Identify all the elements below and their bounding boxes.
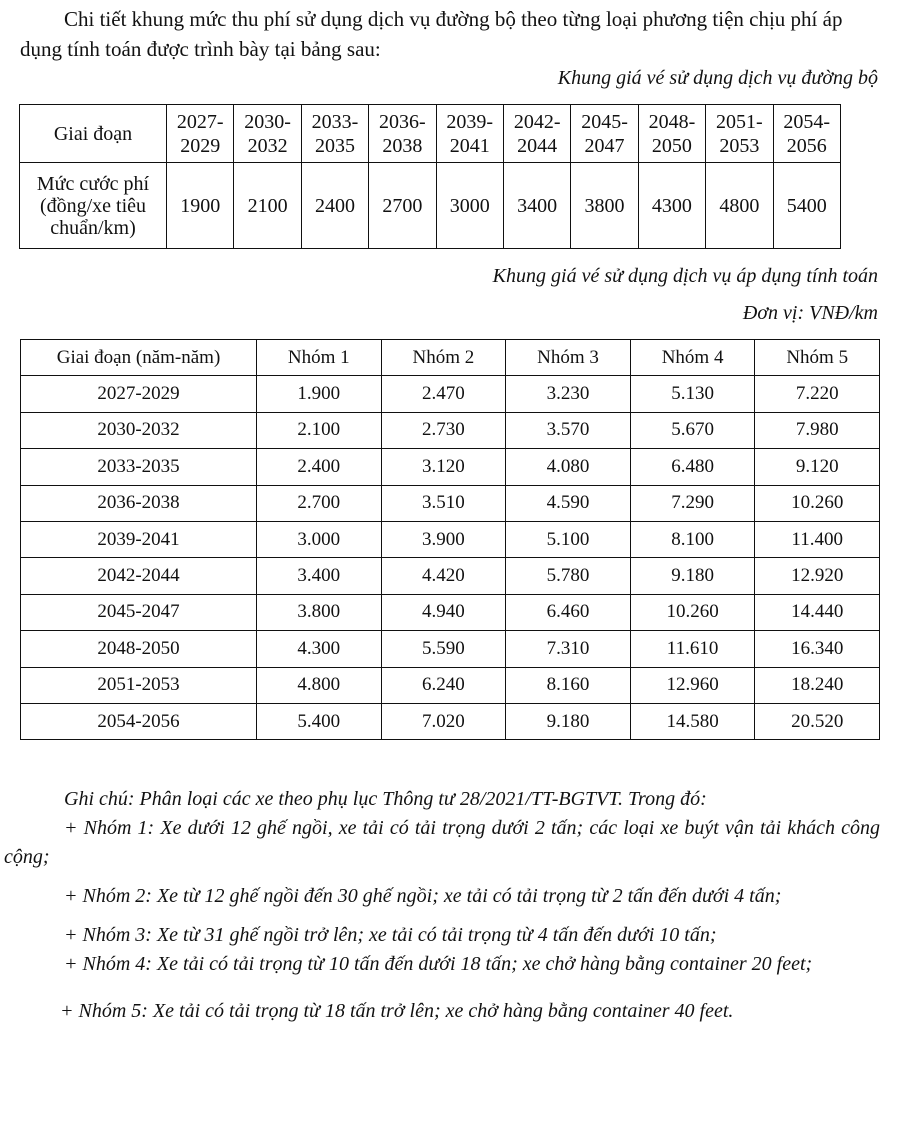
rate-cell: 5.130 — [630, 376, 755, 412]
rate-cell: 10.260 — [630, 594, 755, 630]
table2-caption: Khung giá vé sử dụng dịch vụ áp dụng tính toán — [492, 265, 878, 287]
period-cell: 2033- 2035 — [301, 105, 368, 163]
period-cell: 2036- 2038 — [369, 105, 436, 163]
period-cell: 2048- 2050 — [638, 105, 705, 163]
rate-cell: 10.260 — [755, 485, 880, 521]
table1-rate-row — [20, 163, 841, 249]
table-row — [21, 594, 880, 630]
rate-cell: 4300 — [638, 163, 705, 249]
rate-cell: 9.180 — [506, 703, 631, 739]
rate-cell: 7.220 — [755, 376, 880, 412]
rate-cell: 5400 — [773, 163, 840, 249]
rate-cell: 18.240 — [755, 667, 880, 703]
table-row — [21, 449, 880, 485]
rate-label: Mức cước phí (đồng/xe tiêu chuẩn/km) — [20, 163, 167, 249]
column-header: Nhóm 1 — [257, 340, 382, 376]
rate-cell: 3400 — [503, 163, 570, 249]
intro-paragraph: Chi tiết khung mức thu phí sử dụng dịch vụ đường bộ theo từng loại phương tiện chịu phí áp dụng tính toán được trình bày tại bảng sau: — [20, 7, 843, 61]
period-cell: 2045-2047 — [21, 594, 257, 630]
note-group-5: + Nhóm 5: Xe tải có tải trọng từ 18 tấn trở lên; xe chở hàng bằng container 40 feet. — [60, 1000, 734, 1022]
rate-cell: 3800 — [571, 163, 638, 249]
rate-cell: 9.120 — [755, 449, 880, 485]
rate-cell: 11.610 — [630, 631, 755, 667]
rate-cell: 16.340 — [755, 631, 880, 667]
rate-cell: 20.520 — [755, 703, 880, 739]
rate-cell: 3.000 — [257, 521, 382, 557]
group-rate-table — [20, 339, 880, 740]
rate-cell: 6.480 — [630, 449, 755, 485]
period-cell: 2054-2056 — [21, 703, 257, 739]
table-row — [21, 521, 880, 557]
period-cell: 2039-2041 — [21, 521, 257, 557]
note-group-2: + Nhóm 2: Xe từ 12 ghế ngồi đến 30 ghế ngồi; xe tải có tải trọng từ 2 tấn đến dưới 4 tấn; — [64, 885, 782, 907]
rate-cell: 3.800 — [257, 594, 382, 630]
rate-cell: 2.700 — [257, 485, 382, 521]
rate-cell: 1900 — [167, 163, 234, 249]
column-header: Nhóm 3 — [506, 340, 631, 376]
period-cell: 2036-2038 — [21, 485, 257, 521]
table2-header-row — [21, 340, 880, 376]
rate-cell: 14.580 — [630, 703, 755, 739]
column-header: Nhóm 2 — [381, 340, 506, 376]
period-cell: 2027-2029 — [21, 376, 257, 412]
rate-cell: 14.440 — [755, 594, 880, 630]
rate-cell: 5.400 — [257, 703, 382, 739]
rate-cell: 2.470 — [381, 376, 506, 412]
period-cell: 2042- 2044 — [503, 105, 570, 163]
period-cell: 2033-2035 — [21, 449, 257, 485]
period-cell: 2051- 2053 — [706, 105, 773, 163]
rate-cell: 2.730 — [381, 412, 506, 448]
rate-cell: 7.980 — [755, 412, 880, 448]
notes-section — [4, 785, 880, 1026]
rate-cell: 4.420 — [381, 558, 506, 594]
note-group-1: + Nhóm 1: Xe dưới 12 ghế ngồi, xe tải có tải trọng dưới 2 tấn; các loại xe buýt vận tải khách công cộng; — [4, 817, 880, 868]
rate-cell: 3.120 — [381, 449, 506, 485]
rate-cell: 2400 — [301, 163, 368, 249]
table-row — [21, 558, 880, 594]
rate-cell: 12.960 — [630, 667, 755, 703]
table-row — [21, 703, 880, 739]
rate-cell: 9.180 — [630, 558, 755, 594]
rate-cell: 4.940 — [381, 594, 506, 630]
rate-cell: 4.080 — [506, 449, 631, 485]
period-cell: 2048-2050 — [21, 631, 257, 667]
period-cell: 2051-2053 — [21, 667, 257, 703]
rate-cell: 3.570 — [506, 412, 631, 448]
column-header: Nhóm 4 — [630, 340, 755, 376]
rate-cell: 4.300 — [257, 631, 382, 667]
table-row — [21, 631, 880, 667]
rate-cell: 3.510 — [381, 485, 506, 521]
period-cell: 2027- 2029 — [167, 105, 234, 163]
period-header: Giai đoạn — [20, 105, 167, 163]
period-cell: 2030- 2032 — [234, 105, 301, 163]
note-group-3: + Nhóm 3: Xe từ 31 ghế ngồi trở lên; xe tải có tải trọng từ 4 tấn đến dưới 10 tấn; — [64, 924, 717, 946]
rate-cell: 2700 — [369, 163, 436, 249]
period-cell: 2042-2044 — [21, 558, 257, 594]
rate-cell: 6.460 — [506, 594, 631, 630]
rate-cell: 7.020 — [381, 703, 506, 739]
period-cell: 2039- 2041 — [436, 105, 503, 163]
rate-cell: 1.900 — [257, 376, 382, 412]
rate-cell: 5.670 — [630, 412, 755, 448]
rate-cell: 5.780 — [506, 558, 631, 594]
rate-cell: 2100 — [234, 163, 301, 249]
toll-frame-table — [19, 104, 841, 249]
table-row — [21, 667, 880, 703]
table-row — [21, 412, 880, 448]
rate-cell: 5.100 — [506, 521, 631, 557]
rate-cell: 3.230 — [506, 376, 631, 412]
table2-unit: Đơn vị: VNĐ/km — [742, 302, 878, 324]
rate-cell: 4800 — [706, 163, 773, 249]
rate-cell: 3.400 — [257, 558, 382, 594]
rate-cell: 8.100 — [630, 521, 755, 557]
table-row — [21, 485, 880, 521]
table-row — [21, 376, 880, 412]
rate-cell: 7.310 — [506, 631, 631, 667]
period-cell: 2030-2032 — [21, 412, 257, 448]
rate-cell: 5.590 — [381, 631, 506, 667]
rate-cell: 2.100 — [257, 412, 382, 448]
rate-cell: 11.400 — [755, 521, 880, 557]
period-cell: 2054- 2056 — [773, 105, 840, 163]
rate-cell: 6.240 — [381, 667, 506, 703]
rate-cell: 4.800 — [257, 667, 382, 703]
rate-cell: 8.160 — [506, 667, 631, 703]
rate-cell: 2.400 — [257, 449, 382, 485]
table1-period-row — [20, 105, 841, 163]
rate-cell: 3000 — [436, 163, 503, 249]
rate-cell: 7.290 — [630, 485, 755, 521]
note-heading: Ghi chú: Phân loại các xe theo phụ lục Thông tư 28/2021/TT-BGTVT. Trong đó: — [64, 788, 707, 810]
table1-caption: Khung giá vé sử dụng dịch vụ đường bộ — [557, 67, 878, 89]
rate-cell: 4.590 — [506, 485, 631, 521]
period-cell: 2045- 2047 — [571, 105, 638, 163]
note-group-4: + Nhóm 4: Xe tải có tải trọng từ 10 tấn đến dưới 18 tấn; xe chở hàng bằng container 20 feet; — [64, 953, 813, 975]
column-header: Nhóm 5 — [755, 340, 880, 376]
rate-cell: 3.900 — [381, 521, 506, 557]
column-header: Giai đoạn (năm-năm) — [21, 340, 257, 376]
rate-cell: 12.920 — [755, 558, 880, 594]
